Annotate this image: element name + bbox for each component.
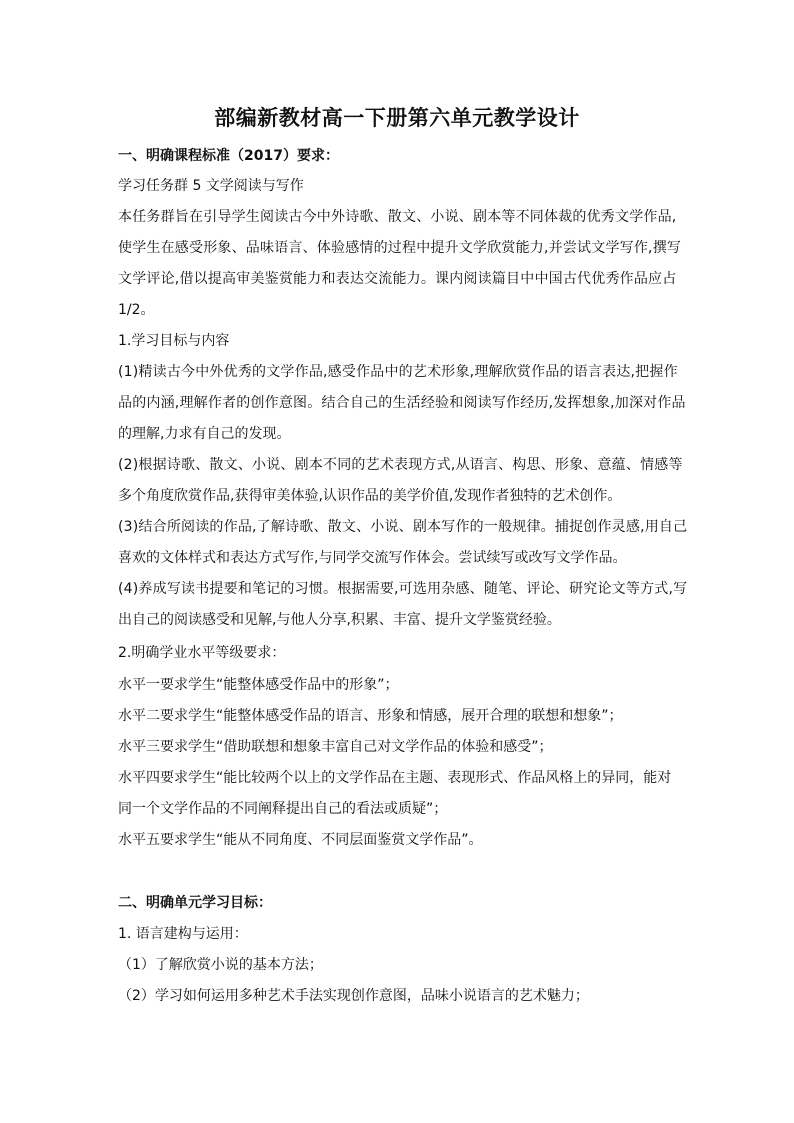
paragraph-line: 使学生在感受形象、品味语言、体验感情的过程中提升文学欣赏能力,并尝试文学写作,撰写 <box>118 240 682 256</box>
paragraph-line: 的理解,力求有自己的发现。 <box>118 426 291 442</box>
document-title: 部编新教材高一下册第六单元教学设计 <box>214 106 580 130</box>
level-line: 水平五要求学生“能从不同角度、不同层面鉴赏文学作品”。 <box>118 832 483 848</box>
section-heading-1: 一、明确课程标准（2017）要求： <box>118 148 339 164</box>
numbered-subitem: （2）学习如何运用多种艺术手法实现创作意图，品味小说语言的艺术魅力； <box>118 988 589 1004</box>
paragraph-line: 多个角度欣赏作品,获得审美体验,认识作品的美学价值,发现作者独特的艺术创作。 <box>118 488 622 504</box>
level-line: 水平四要求学生“能比较两个以上的文学作品在主题、表现形式、作品风格上的异同，能对 <box>118 770 672 786</box>
subheading-level-requirements: 2.明确学业水平等级要求： <box>118 645 286 661</box>
numbered-subitem: （1）了解欣赏小说的基本方法； <box>118 957 323 973</box>
paragraph-line: 文学评论,借以提高审美鉴赏能力和表达交流能力。课内阅读篇目中中国古代优秀作品应占 <box>118 271 677 287</box>
level-line: 水平二要求学生“能整体感受作品的语言、形象和情感，展开合理的联想和想象”； <box>118 708 623 724</box>
paragraph-line: 品的内涵,理解作者的创作意图。结合自己的生活经验和阅读写作经历,发挥想象,加深对作品 <box>118 395 686 411</box>
paragraph-line: 出自己的阅读感受和见解,与他人分享,积累、丰富、提升文学鉴赏经验。 <box>118 612 561 628</box>
paragraph-line: (4)养成写读书提要和笔记的习惯。根据需要,可选用杂感、随笔、评论、研究论文等方式,写 <box>118 581 688 597</box>
level-line: 同一个文学作品的不同阐释提出自己的看法或质疑”； <box>118 801 448 817</box>
level-line: 水平一要求学生“能整体感受作品中的形象”； <box>118 677 399 693</box>
paragraph-line: 1/2。 <box>118 302 155 318</box>
paragraph-line: 本任务群旨在引导学生阅读古今中外诗歌、散文、小说、剧本等不同体裁的优秀文学作品, <box>118 209 677 225</box>
paragraph-line: (1)精读古今中外优秀的文学作品,感受作品中的艺术形象,理解欣赏作品的语言表达,把握作 <box>118 364 678 380</box>
section-heading-2: 二、明确单元学习目标： <box>118 895 272 911</box>
numbered-item: 1. 语言建构与运用： <box>118 926 248 942</box>
subheading-learning-goals: 1.学习目标与内容 <box>118 333 230 349</box>
paragraph-line: (2)根据诗歌、散文、小说、剧本不同的艺术表现方式,从语言、构思、形象、意蕴、情感等 <box>118 457 683 473</box>
level-line: 水平三要求学生“借助联想和想象丰富自己对文学作品的体验和感受”； <box>118 739 553 755</box>
paragraph-line: 喜欢的文体样式和表达方式写作,与同学交流写作体会。尝试续写或改写文学作品。 <box>118 550 627 566</box>
task-group-line: 学习任务群 5 文学阅读与写作 <box>118 178 304 194</box>
paragraph-line: (3)结合所阅读的作品,了解诗歌、散文、小说、剧本写作的一般规律。捕捉创作灵感,用自己 <box>118 519 688 535</box>
